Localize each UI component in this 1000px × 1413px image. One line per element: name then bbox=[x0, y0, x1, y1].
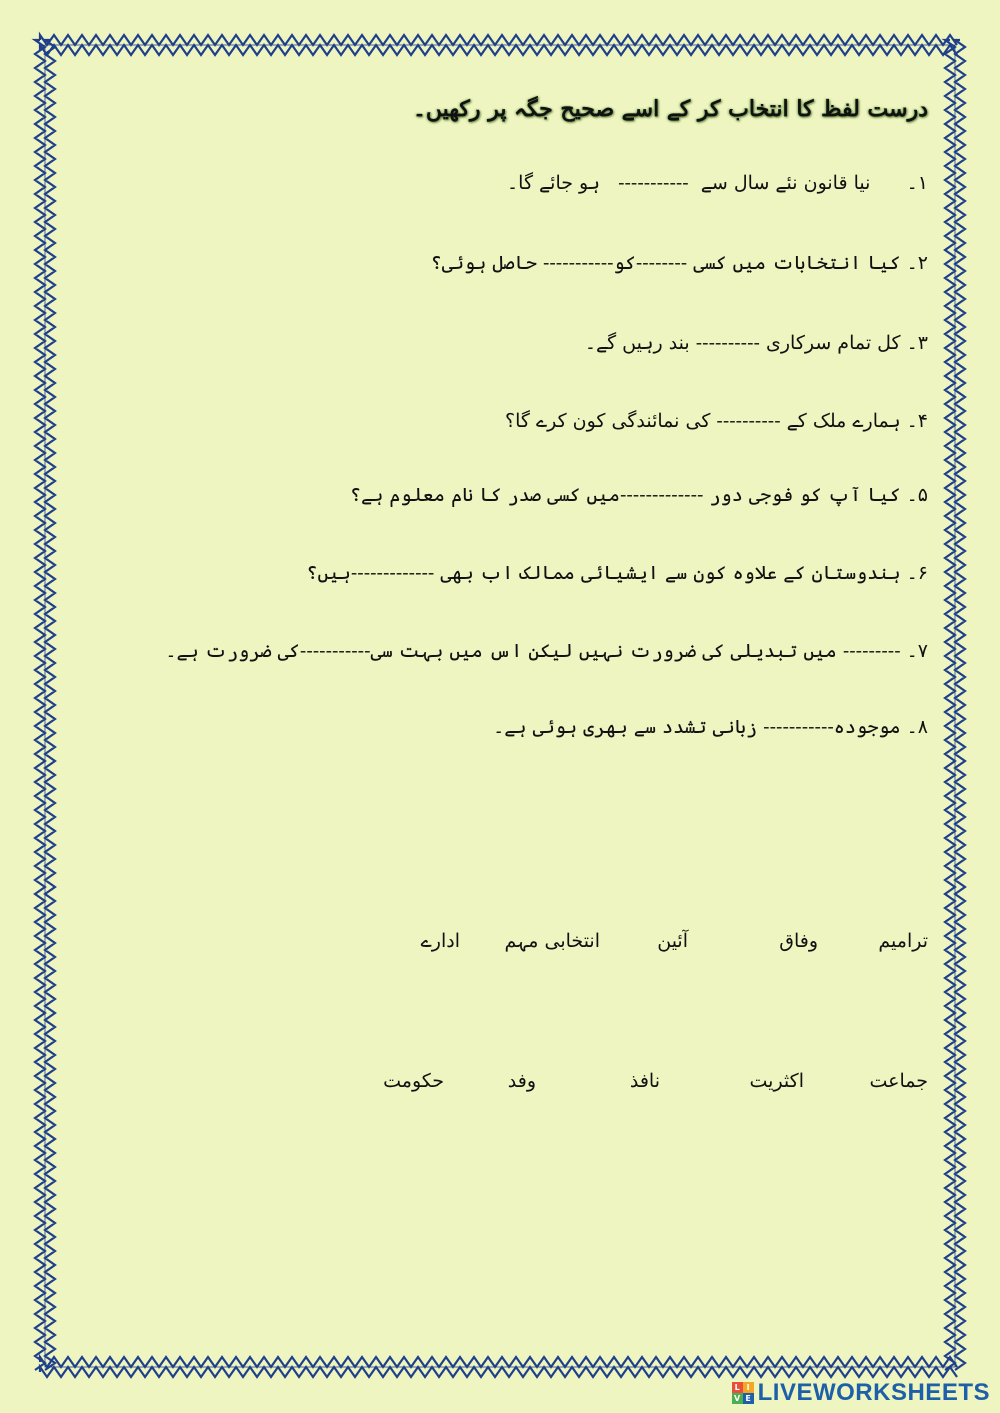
question-8: ۸۔ موجودہ----------- زبانی تشدد سے بھری ہوئی ہے۔ bbox=[493, 716, 928, 738]
word-bank-item: جماعت bbox=[869, 1070, 928, 1092]
word-bank-item: اکثریت bbox=[749, 1070, 804, 1092]
question-2: ۲۔ کیا انتخابات میں کسی --------کو----------- حاصل ہوئی؟ bbox=[430, 252, 928, 274]
logo-badge-letter: I bbox=[743, 1382, 754, 1393]
question-1: ۱۔ نیا قانون نئے سال سے ----------- ہو جائے گا۔ bbox=[507, 172, 928, 194]
logo-text: LIVEWORKSHEETS bbox=[757, 1379, 990, 1406]
question-6: ۶۔ ہندوستان کے علاوہ کون سے ایشیائی ممالک اب بھی -------------ہیں؟ bbox=[306, 562, 928, 584]
border-zigzag-line bbox=[945, 40, 955, 1370]
word-bank-item: ترامیم bbox=[878, 930, 928, 952]
border-zigzag-line bbox=[40, 1367, 957, 1377]
question-4: ۴۔ ہمارے ملک کے ---------- کی نمائندگی کون کرے گا؟ bbox=[505, 410, 928, 432]
border-inner-line bbox=[45, 45, 955, 1367]
word-bank-item: ادارے bbox=[420, 930, 460, 952]
border-zigzag-line bbox=[35, 40, 45, 1370]
question-5: ۵۔ کیا آپ کو فوجی دور -------------میں کسی صدر کا نام معلوم ہے؟ bbox=[349, 484, 928, 506]
logo-badge-letter: V bbox=[732, 1393, 743, 1404]
worksheet-title: درست لفظ کا انتخاب کر کے اسے صحیح جگہ پر رکھیں۔ bbox=[413, 96, 928, 122]
border-zigzag-line bbox=[40, 45, 957, 55]
word-bank-item: حکومت bbox=[383, 1070, 444, 1092]
word-bank-item: انتخابی مہم bbox=[504, 930, 600, 952]
logo-badge-letter: L bbox=[732, 1382, 743, 1393]
word-bank-item: وفاق bbox=[779, 930, 818, 952]
liveworksheets-logo[interactable] bbox=[732, 1379, 990, 1407]
word-bank-item: آئین bbox=[657, 930, 688, 952]
word-bank-item: نافذ bbox=[629, 1070, 660, 1092]
border-zigzag-line bbox=[40, 1357, 957, 1367]
question-3: ۳۔ کل تمام سرکاری ---------- بند رہیں گے۔ bbox=[584, 332, 928, 354]
border-zigzag-line bbox=[40, 35, 957, 45]
logo-badge-icon bbox=[732, 1382, 754, 1404]
question-7: ۷۔ --------- میں تبدیلی کی ضرورت نہیں لیکن اس میں بہت سی-----------کی ضرورت ہے۔ bbox=[165, 640, 928, 662]
logo-badge-letter: E bbox=[743, 1393, 754, 1404]
word-bank-item: وفد bbox=[507, 1070, 536, 1092]
